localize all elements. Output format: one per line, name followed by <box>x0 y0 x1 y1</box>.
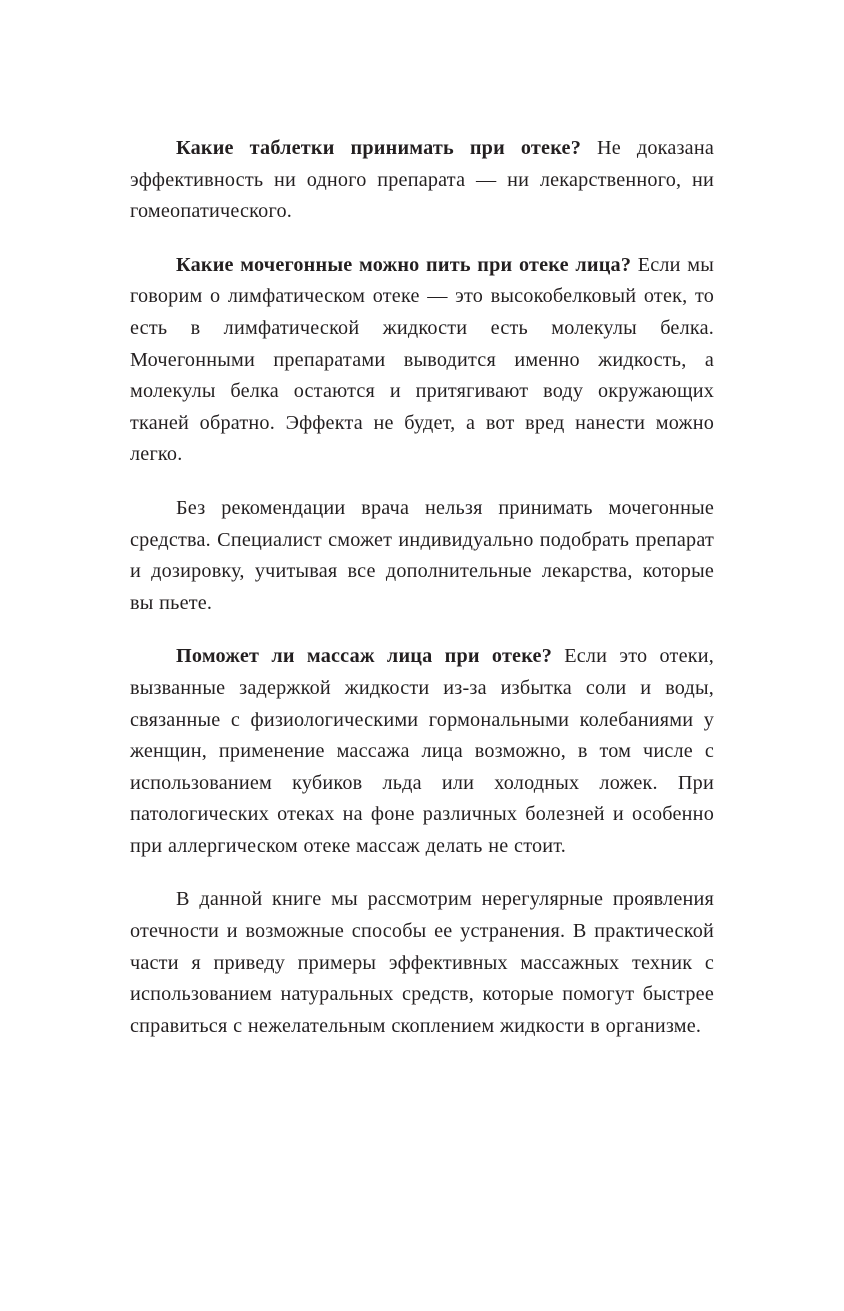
paragraph <box>130 884 714 1042</box>
paragraph-body: Если это отеки, вызванные задержкой жидкости из-за избытка соли и воды, связанные с физиологическими гормональными колебаниями у женщин, применение массажа лица возможно, в том числе с использованием кубиков льда или холодных ложек. При патологических отеках на фоне различных болезней и особенно при аллергическом отеке массаж делать не стоит. <box>130 645 714 857</box>
paragraph-body: В данной книге мы рассмотрим нерегулярные проявления отечности и возможные способы ее устранения. В практической части я приведу примеры эффективных массажных техник с использованием натуральных средств, которые помогут быстрее справиться с нежелательным скоплением жидкости в организме. <box>130 888 714 1037</box>
paragraph <box>130 133 714 228</box>
paragraph-body: Не доказана эффективность ни одного препарата — ни лекарственного, ни гомеопатического. <box>130 137 714 223</box>
question-lead: Поможет ли массаж лица при отеке? <box>176 645 553 668</box>
paragraph-body: Без рекомендации врача нельзя принимать мочегонные средства. Специалист сможет индивидуально подобрать препарат и дозировку, учитывая все дополнительные лекарства, которые вы пьете. <box>130 496 714 614</box>
paragraph <box>130 250 714 471</box>
question-lead: Какие таблетки принимать при отеке? <box>176 137 581 159</box>
paragraph <box>130 493 714 619</box>
paragraph-body: Если мы говорим о лимфатическом отеке — это высокобелковый отек, то есть в лимфатической жидкости есть молекулы белка. Мочегонными препаратами выводится именно жидкость, а молекулы белка остаются и притягивают воду окружающих тканей обратно. Эффекта не будет, а вот вред нанести можно легко. <box>130 253 714 466</box>
text-column <box>130 133 714 1042</box>
question-lead: Какие мочегонные можно пить при отеке лица? <box>176 253 632 276</box>
paragraph <box>130 641 714 862</box>
